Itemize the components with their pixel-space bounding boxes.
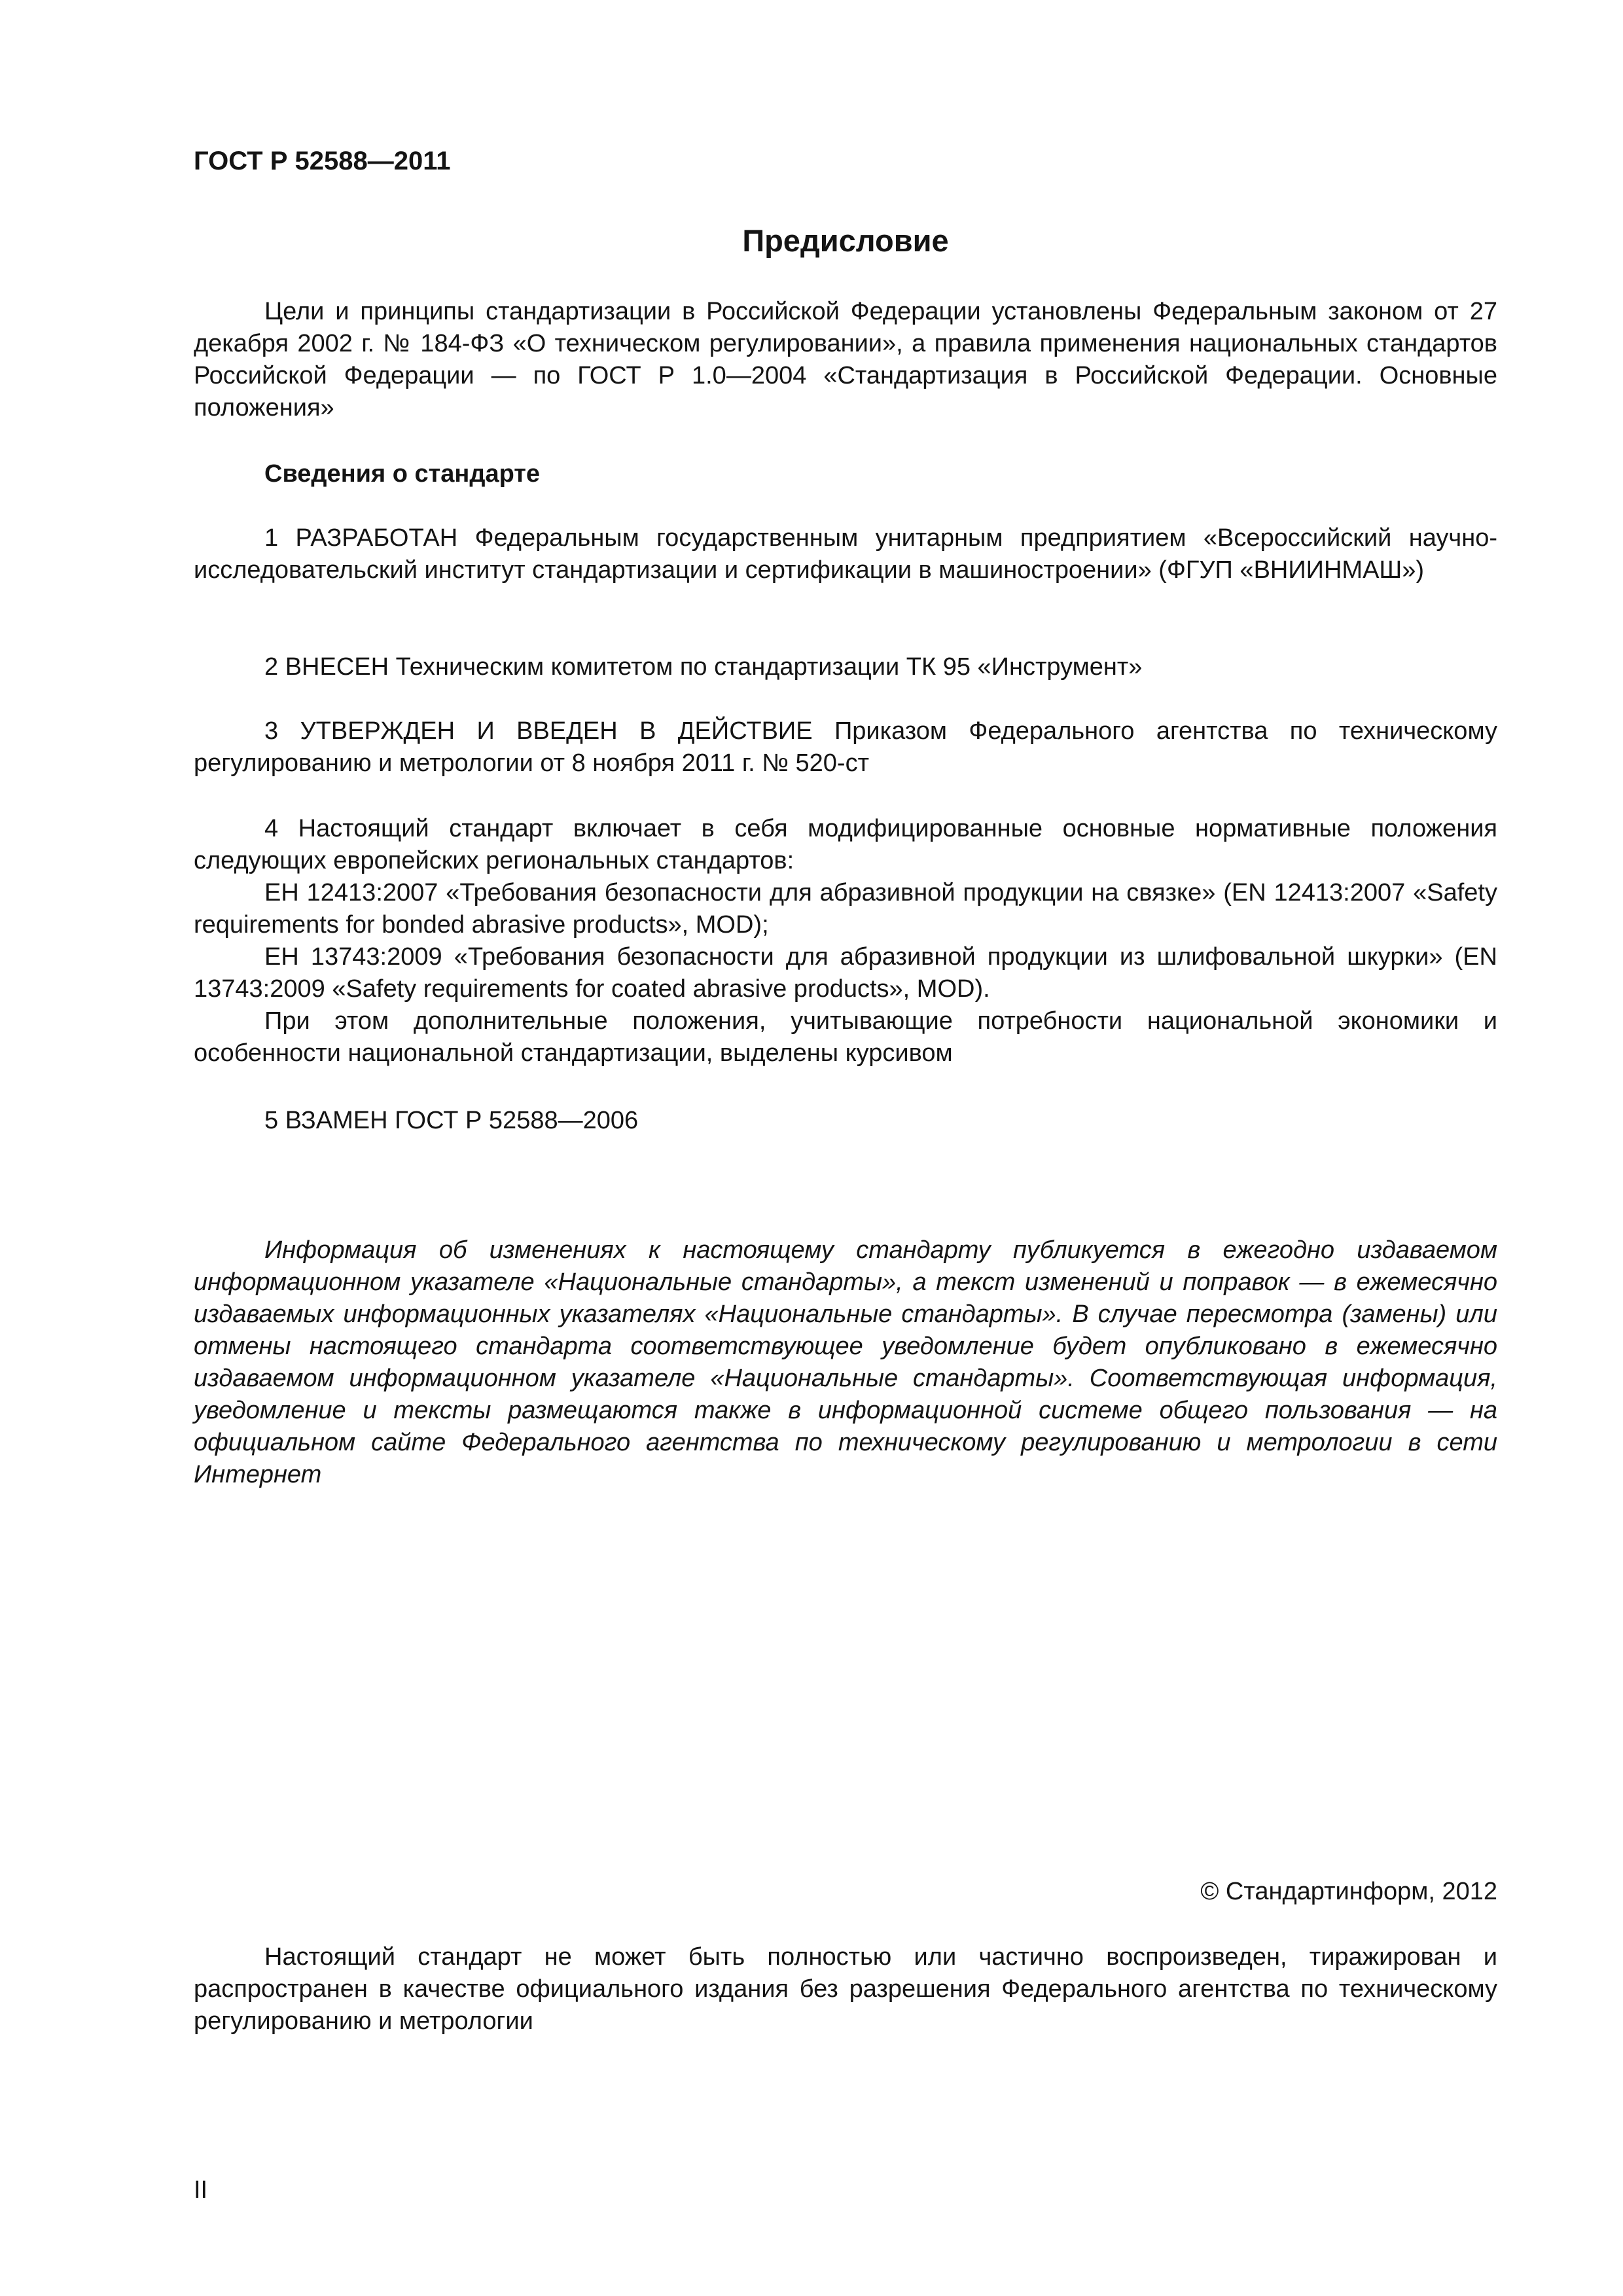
- page-number: II: [194, 2176, 208, 2204]
- item-2: 2 ВНЕСЕН Техническим комитетом по стандартизации ТК 95 «Инструмент»: [264, 653, 1143, 681]
- page-title: Предисловие: [742, 223, 949, 258]
- info-notice-block: [194, 1234, 1497, 1491]
- item-5-block: [194, 1105, 1497, 1137]
- item-2-block: [194, 651, 1497, 683]
- item-4-intro: 4 Настоящий стандарт включает в себя модифицированные основные нормативные положения следующих европейских региональных стандартов:: [194, 815, 1497, 874]
- info-notice: Информация об изменениях к настоящему стандарту публикуется в ежегодно издаваемом информационном указателе «Национальные стандарты», а текст изменений и поправок — в ежемесячно издаваемых информационных указателях «Национальные стандарты». В случае пересмотра (замены) или отмены настоящего стандарта соответствующее уведомление будет опубликовано в ежемесячно издаваемом информационном указателе «Национальные стандарты». Соответствующая информация, уведомление и тексты размещаются также в информационной системе общего пользования — на официальном сайте Федерального агентства по техническому регулированию и метрологии в сети Интернет: [194, 1236, 1497, 1488]
- copyright: © Стандартинформ, 2012: [1200, 1878, 1497, 1905]
- item-3-block: [194, 715, 1497, 780]
- item-4-note: При этом дополнительные положения, учитывающие потребности национальной экономики и особенности национальной стандартизации, выделены курсивом: [194, 1007, 1497, 1067]
- intro-paragraph: Цели и принципы стандартизации в Российской Федерации установлены Федеральным законом от 27 декабря 2002 г. № 184-ФЗ «О техническом регулировании», а правила применения национальных стандартов Российской Федерации — по ГОСТ Р 1.0—2004 «Стандартизация в Российской Федерации. Основные положения»: [194, 298, 1497, 422]
- intro-block: [194, 296, 1497, 424]
- reproduction-notice: Настоящий стандарт не может быть полностью или частично воспроизведен, тиражирован и распространен в качестве официального издания без разрешения Федерального агентства по техническому регулированию и метрологии: [194, 1943, 1497, 2035]
- section-heading-block: [194, 458, 1497, 490]
- item-4-en13743: ЕН 13743:2009 «Требования безопасности для абразивной продукции из шлифовальной шкурки» (EN 13743:2009 «Safety requirements for coated abrasive products», MOD).: [194, 943, 1497, 1003]
- item-4-en12413: ЕН 12413:2007 «Требования безопасности для абразивной продукции на связке» (EN 12413:2007 «Safety requirements for bonded abrasive products», MOD);: [194, 879, 1497, 939]
- reproduction-notice-block: [194, 1941, 1497, 2037]
- section-heading: Сведения о стандарте: [264, 460, 541, 488]
- item-5: 5 ВЗАМЕН ГОСТ Р 52588—2006: [264, 1107, 639, 1134]
- item-1: 1 РАЗРАБОТАН Федеральным государственным унитарным предприятием «Всероссийский научно-исследовательский институт стандартизации и сертификации в машиностроении» (ФГУП «ВНИИНМАШ»): [194, 524, 1497, 584]
- document-code: ГОСТ Р 52588—2011: [194, 147, 451, 175]
- item-4-block: [194, 813, 1497, 1069]
- item-1-block: [194, 522, 1497, 586]
- item-3: 3 УТВЕРЖДЕН И ВВЕДЕН В ДЕЙСТВИЕ Приказом Федерального агентства по техническому регулированию и метрологии от 8 ноября 2011 г. № 520-ст: [194, 717, 1497, 777]
